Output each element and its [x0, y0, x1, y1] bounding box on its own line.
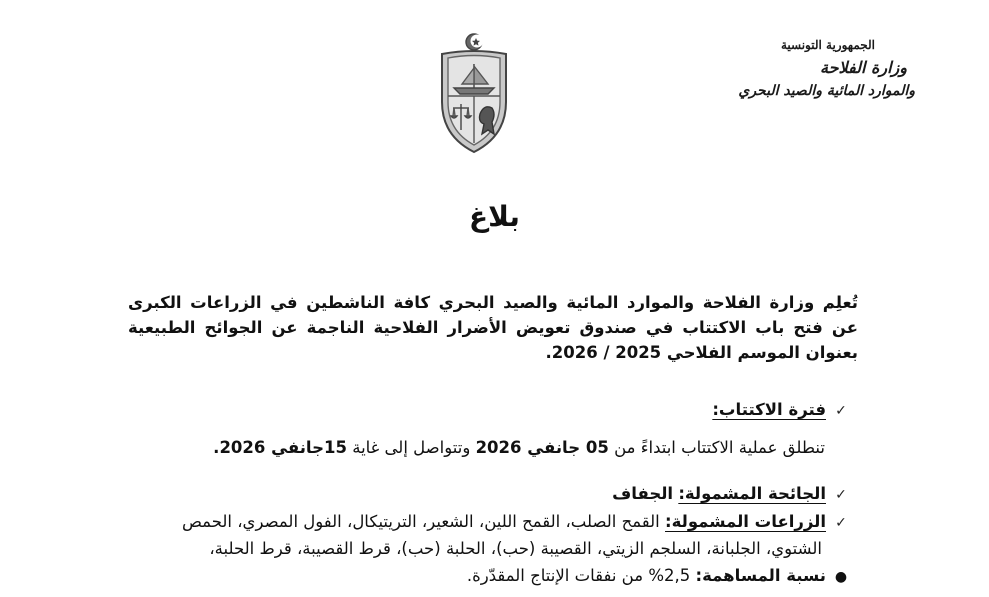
contribution-label: نسبة المساهمة:	[695, 566, 826, 585]
letterhead-republic: الجمهورية التونسية	[780, 38, 875, 52]
letterhead-ministry-sub: والموارد المائية والصيد البحري	[738, 83, 915, 99]
period-label: فترة الاكتتاب:	[712, 400, 826, 419]
period-end-date: 15جانفي 2026.	[213, 438, 347, 457]
crops-item	[120, 510, 850, 535]
contribution-item	[110, 564, 850, 589]
tunisia-coat-of-arms-icon	[432, 30, 516, 160]
intro-paragraph: تُعلِم وزارة الفلاحة والموارد المائية والصيد البحري كافة الناشطين في الزراعات الكبرى عن فتح باب الاكتتاب في صندوق تعويض الأضرار الفلاحية الناجمة عن الجوائح الطبيعية بعنوان الموسم الفلاحي 2025 / 2026.	[128, 293, 858, 362]
contribution-value: 2,5% من نفقات الإنتاج المقدّرة.	[466, 566, 691, 585]
letterhead	[725, 34, 915, 102]
bullet-icon: ●	[834, 569, 848, 585]
hazard-label: الجائحة المشمولة:	[678, 484, 826, 503]
crops-line2: الشتوي، الجلبانة، السلجم الزيتي، القصيبة (حب)، الحلبة (حب)، قرط القصيبة، قرط الحلبة،	[209, 539, 822, 558]
page-title: بلاغ	[469, 200, 520, 233]
period-start-date: 05 جانفي 2026	[475, 438, 609, 457]
period-item	[120, 398, 850, 423]
check-icon: ✓	[835, 487, 847, 503]
crops-label: الزراعات المشمولة:	[665, 512, 826, 531]
hazard-item	[120, 482, 850, 507]
period-text-start: تنطلق عملية الاكتتاب ابتداءً من	[614, 438, 825, 457]
letterhead-ministry: وزارة الفلاحة	[819, 58, 907, 77]
check-icon: ✓	[835, 515, 847, 531]
period-text-mid: وتتواصل إلى غاية	[352, 438, 471, 457]
check-icon: ✓	[835, 403, 847, 419]
period-text	[160, 436, 825, 460]
hazard-value: الجفاف	[612, 484, 674, 503]
crops-line1: القمح الصلب، القمح اللين، الشعير، التريتيكال، الفول المصري، الحمص	[181, 512, 660, 531]
